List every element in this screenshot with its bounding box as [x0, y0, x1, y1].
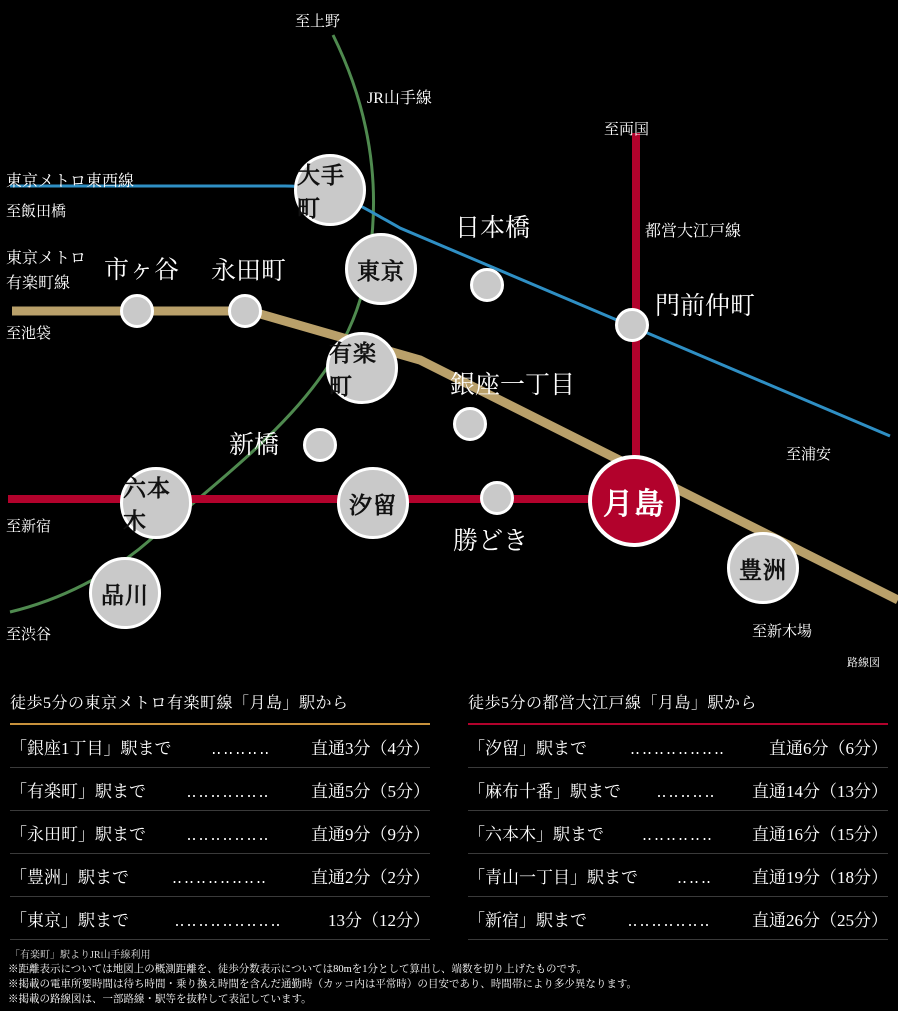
- time-value: 直通5分（5分）: [311, 782, 430, 801]
- station-tsukishima[interactable]: 月島: [588, 455, 680, 547]
- terminal-label-shinjuku: 至新宿: [6, 519, 52, 535]
- time-value: 直通6分（6分）: [769, 739, 888, 758]
- terminal-label-shinkiba: 至新木場: [752, 624, 813, 640]
- terminal-label-ueno: 至上野: [295, 14, 341, 30]
- station-ichigaya[interactable]: [120, 294, 154, 328]
- footnote-3: ※掲載の路線図は、一部路線・駅等を抜粋して表記しています。: [8, 994, 312, 1006]
- destination-label: 「有楽町」駅まで: [10, 782, 146, 801]
- table-row: [10, 854, 430, 897]
- destination-label: 「銀座1丁目」駅まで: [10, 739, 172, 758]
- dot-leader: ‥‥‥‥‥‥‥: [627, 914, 712, 930]
- destination-label: 「東京」駅まで: [10, 911, 129, 930]
- table-row: [10, 768, 430, 811]
- station-shimbashi[interactable]: [303, 428, 337, 462]
- station-ginza-itchome[interactable]: [453, 407, 487, 441]
- time-value: 直通26分（25分）: [752, 911, 888, 930]
- station-otemachi[interactable]: 大手町: [294, 154, 366, 226]
- footnote-2: ※掲載の電車所要時間は待ち時間・乗り換え時間を含んだ通勤時（カッコ内は平常時）の目安であり、時間帯により多少異なります。: [8, 979, 638, 991]
- terminal-label-iidabashi: 至飯田橋: [6, 204, 67, 220]
- line-label-yurakucho-1: 東京メトロ: [6, 250, 87, 267]
- station-shinagawa[interactable]: 品川: [89, 557, 161, 629]
- table-row: [468, 811, 888, 854]
- table-row: [10, 897, 430, 940]
- access-table-oedo-title: 徒歩5分の都営大江戸線「月島」駅から: [468, 695, 758, 712]
- station-label-nagatacho: 永田町: [211, 258, 287, 285]
- access-table-yurakucho-title: 徒歩5分の東京メトロ有楽町線「月島」駅から: [10, 695, 349, 712]
- station-monzennakacho[interactable]: [615, 308, 649, 342]
- footnotes: [8, 962, 888, 1008]
- destination-label: 「永田町」駅まで: [10, 825, 146, 844]
- station-toyosu[interactable]: 豊洲: [727, 532, 799, 604]
- time-value: 直通9分（9分）: [311, 825, 430, 844]
- destination-label: 「豊洲」駅まで: [10, 868, 129, 887]
- destination-label: 「新宿」駅まで: [468, 911, 587, 930]
- station-label-nihombashi: 日本橋: [455, 215, 531, 242]
- dot-leader: ‥‥‥‥‥‥‥‥: [629, 742, 727, 758]
- time-value: 直通16分（15分）: [752, 825, 888, 844]
- station-label-monzennakacho: 門前仲町: [655, 293, 756, 320]
- destination-label: 「青山一丁目」駅まで: [468, 868, 638, 887]
- station-label-kachidoki: 勝どき: [453, 528, 529, 555]
- dot-leader: ‥‥‥‥‥: [656, 785, 717, 801]
- dot-leader: ‥‥‥: [676, 871, 714, 887]
- line-label-jr-yamanote: JR山手線: [367, 90, 432, 107]
- station-shiodome[interactable]: 汐留: [337, 467, 409, 539]
- station-label-ichigaya: 市ヶ谷: [104, 257, 180, 284]
- dot-leader: ‥‥‥‥‥‥‥: [186, 828, 271, 844]
- station-tokyo[interactable]: 東京: [345, 233, 417, 305]
- dot-leader: ‥‥‥‥‥‥: [641, 828, 715, 844]
- dot-leader: ‥‥‥‥‥: [211, 742, 272, 758]
- station-nihombashi[interactable]: [470, 268, 504, 302]
- station-label-shimbashi: 新橋: [229, 432, 280, 459]
- footnote-1: ※距離表示については地図上の概測距離を、徒歩分数表示については80mを1分として算出し、端数を切り上げたものです。: [8, 964, 588, 975]
- time-value: 直通14分（13分）: [752, 782, 888, 801]
- jr-yamanote-line: [10, 35, 374, 612]
- table-row: [468, 768, 888, 811]
- station-label-ginza-itchome: 銀座一丁目: [450, 372, 576, 399]
- destination-label: 「六本木」駅まで: [468, 825, 604, 844]
- terminal-label-shibuya: 至渋谷: [6, 627, 52, 643]
- destination-label: 「汐留」駅まで: [468, 739, 587, 758]
- table-row: [468, 854, 888, 897]
- route-map-caption: 路線図: [847, 657, 880, 669]
- table-row: [468, 725, 888, 768]
- dot-leader: ‥‥‥‥‥‥‥‥‥: [174, 914, 283, 930]
- station-yurakucho[interactable]: 有楽町: [326, 332, 398, 404]
- terminal-label-ikebukuro: 至池袋: [6, 326, 52, 342]
- access-table-yurakucho-note: 「有楽町」駅よりJR山手線利用: [10, 950, 151, 961]
- time-value: 直通19分（18分）: [752, 868, 888, 887]
- line-label-oedo: 都営大江戸線: [645, 223, 742, 240]
- terminal-label-urayasu: 至浦安: [786, 447, 832, 463]
- station-kachidoki[interactable]: [480, 481, 514, 515]
- table-row: [10, 725, 430, 768]
- time-value: 13分（12分）: [328, 911, 430, 930]
- table-row: [10, 811, 430, 854]
- dot-leader: ‥‥‥‥‥‥‥: [186, 785, 271, 801]
- terminal-label-ryogoku: 至両国: [604, 122, 650, 138]
- access-table-yurakucho: [10, 690, 430, 961]
- dot-leader: ‥‥‥‥‥‥‥‥: [171, 871, 269, 887]
- time-value: 直通2分（2分）: [311, 868, 430, 887]
- line-label-tozai: 東京メトロ東西線: [6, 173, 135, 190]
- access-table-oedo: [468, 690, 888, 940]
- destination-label: 「麻布十番」駅まで: [468, 782, 621, 801]
- time-value: 直通3分（4分）: [311, 739, 430, 758]
- station-roppongi[interactable]: 六本木: [120, 467, 192, 539]
- station-nagatacho[interactable]: [228, 294, 262, 328]
- table-row: [468, 897, 888, 940]
- line-label-yurakucho-2: 有楽町線: [6, 275, 71, 292]
